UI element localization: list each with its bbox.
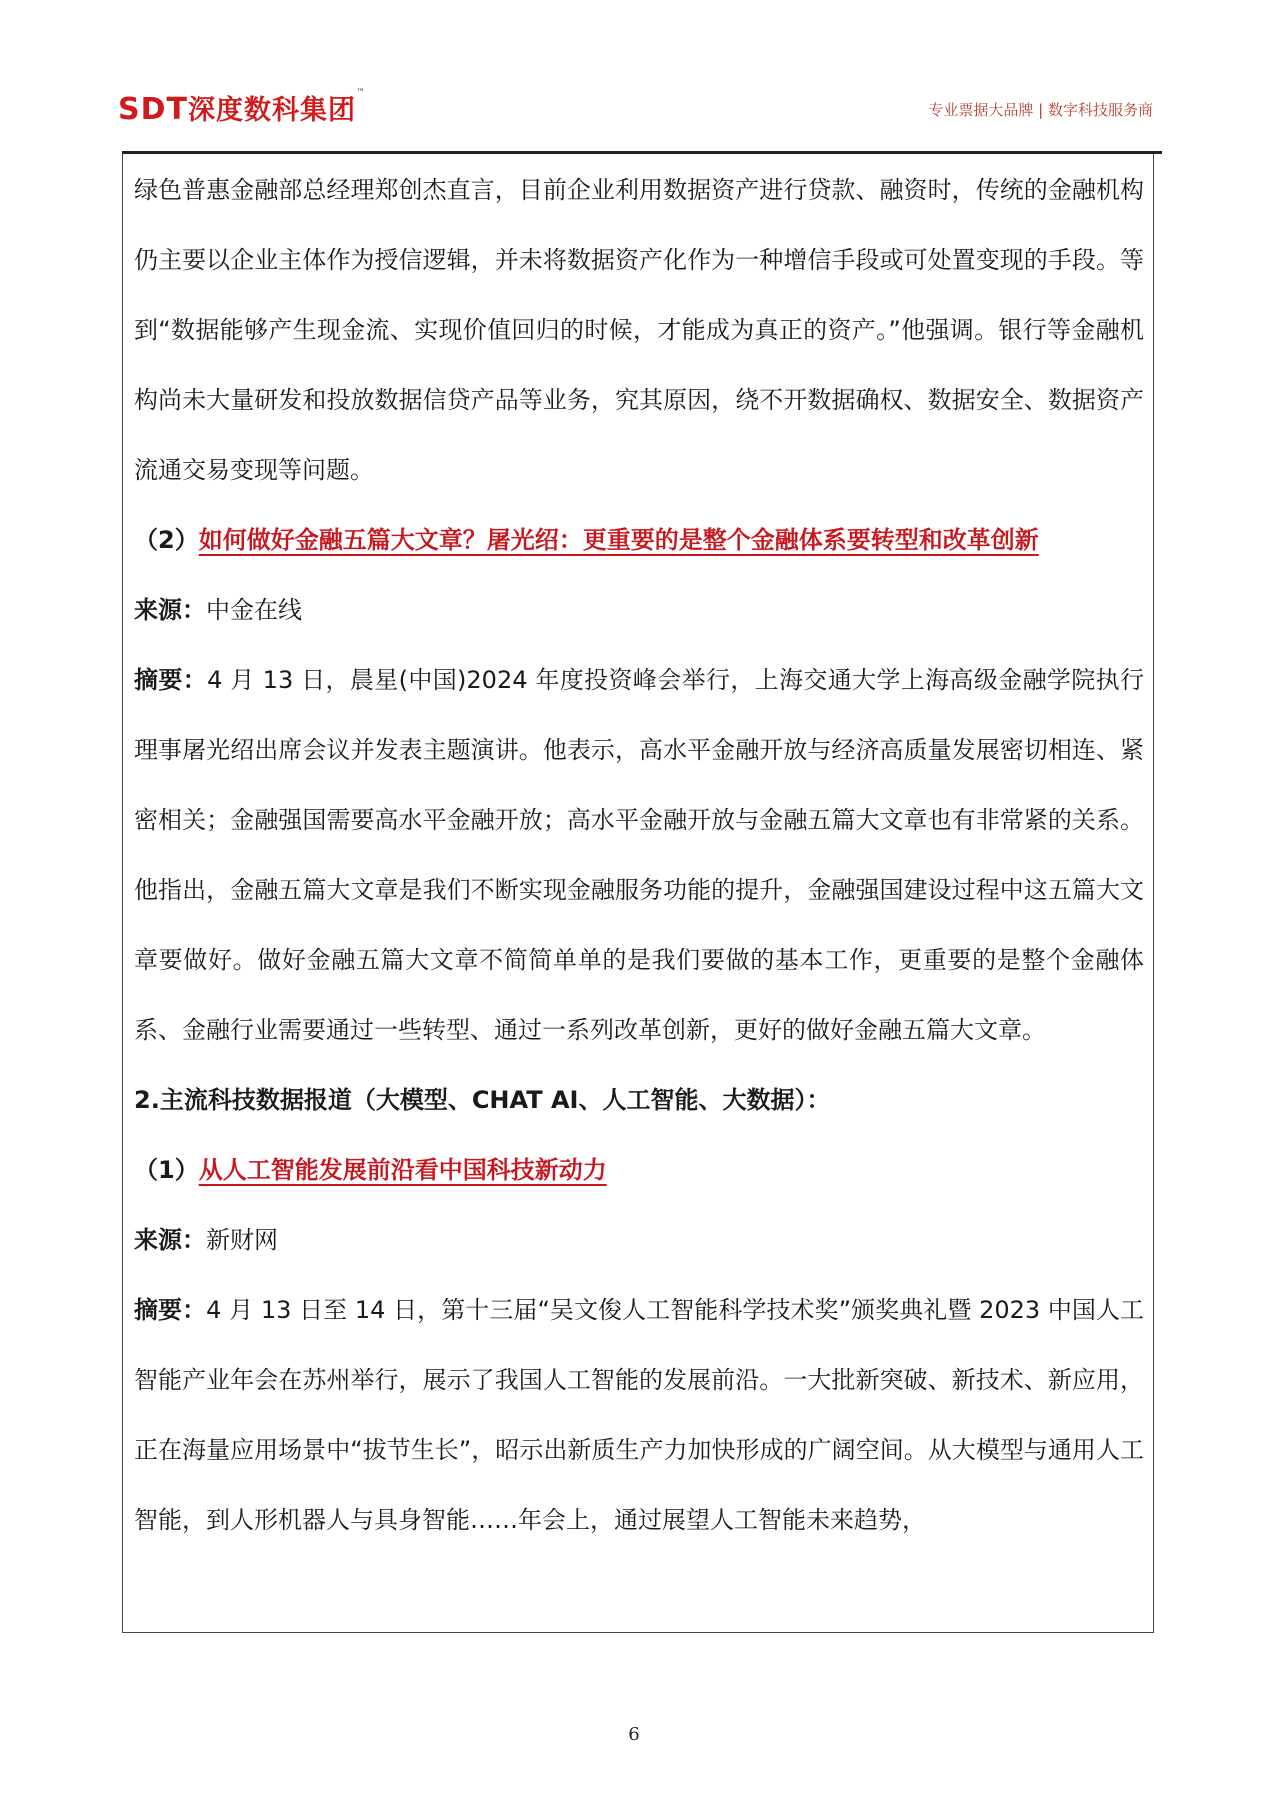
source-value: 新财网 xyxy=(206,1226,278,1254)
company-logo xyxy=(118,88,366,127)
logo-chinese: 深度数科集团 xyxy=(187,95,356,126)
header-tagline: 专业票据大品牌 | 数字科技服务商 xyxy=(928,101,1153,119)
news-item-number: （1） xyxy=(134,1156,199,1184)
news-item-title-link[interactable]: 从人工智能发展前沿看中国科技新动力 xyxy=(198,1156,607,1184)
news-item-summary xyxy=(134,1275,1144,1555)
news-item-title-link[interactable]: 如何做好金融五篇大文章？屠光绍：更重要的是整个金融体系要转型和改革创新 xyxy=(198,526,1039,554)
paragraph-continuation: 绿色普惠金融部总经理郑创杰直言，目前企业利用数据资产进行贷款、融资时，传统的金融机构仍主要以企业主体作为授信逻辑，并未将数据资产化作为一种增信手段或可处置变现的手段。等到“数据能够产生现金流、实现价值回归的时候，才能成为真正的资产。”他强调。银行等金融机构尚未大量研发和投放数据信贷产品等业务，究其原因，绕不开数据确权、数据安全、数据资产流通交易变现等问题。 xyxy=(134,176,1144,484)
summary-label: 摘要： xyxy=(134,666,208,694)
summary-label: 摘要： xyxy=(134,1296,207,1324)
page-number: 6 xyxy=(628,1724,640,1745)
news-item-source xyxy=(134,575,1144,645)
source-label: 来源： xyxy=(134,1226,206,1254)
summary-text: 4 月 13 日至 14 日，第十三届“吴文俊人工智能科学技术奖”颁奖典礼暨 2023 中国人工智能产业年会在苏州举行，展示了我国人工智能的发展前沿。一大批新突破、新技术、新应用，正在海量应用场景中“拔节生长”，昭示出新质生产力加快形成的广阔空间。从大模型与通用人工智能，到人形机器人与具身智能……年会上，通过展望人工智能未来趋势， xyxy=(134,1296,1144,1534)
news-item-source xyxy=(134,1205,1144,1275)
news-item-heading xyxy=(134,505,1144,575)
news-item-heading xyxy=(134,1135,1144,1205)
source-value: 中金在线 xyxy=(206,596,302,624)
summary-text: 4 月 13 日，晨星(中国)2024 年度投资峰会举行，上海交通大学上海高级金融学院执行理事屠光绍出席会议并发表主题演讲。他表示，高水平金融开放与经济高质量发展密切相连、紧密相关；金融强国需要高水平金融开放；高水平金融开放与金融五篇大文章也有非常紧的关系。他指出，金融五篇大文章是我们不断实现金融服务功能的提升，金融强国建设过程中这五篇大文章要做好。做好金融五篇大文章不简简单单的是我们要做的基本工作，更重要的是整个金融体系、金融行业需要通过一些转型、通过一系列改革创新，更好的做好金融五篇大文章。 xyxy=(134,666,1144,1044)
news-item-summary xyxy=(134,645,1144,1065)
logo-latin: SDT xyxy=(118,92,188,127)
source-label: 来源： xyxy=(134,596,206,624)
news-item-number: （2） xyxy=(134,526,199,554)
article-body xyxy=(134,155,1144,1555)
section-heading: 2.主流科技数据报道（大模型、CHAT AI、人工智能、大数据）： xyxy=(134,1086,831,1114)
logo-trademark: ™ xyxy=(355,88,366,98)
